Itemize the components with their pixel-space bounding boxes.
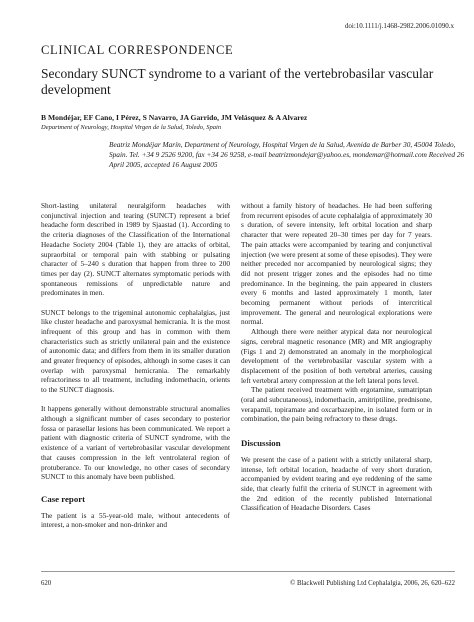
paragraph: SUNCT belongs to the trigeminal autonomic cephalalgias, just like cluster headache and paroxysmal hemicrania. It is the most infrequent of this group and has in common with them characteristics such as strictly unilateral pain and the existence of autonomic data; and differs from them in its smaller duration and greater frequency of episodes, although in some cases it can overlap with paroxysmal hemicrania. The remarkably refractoriness to all treatment, including indomethacin, orients to the SUNCT diagnosis. (41, 307, 230, 395)
footer-rule (41, 571, 455, 572)
paragraph: We present the case of a patient with a strictly unilateral sharp, intense, left orbital location, headache of very short duration, accompanied by evident tearing and eye reddening of the same side, that clearly fulfil the criteria of SUNCT in agreement with the 2nd edition of the recently published International Classification of Headache Disorders. Cases (241, 454, 432, 513)
case-report-heading: Case report (41, 493, 86, 504)
article-title: Secondary SUNCT syndrome to a variant of the vertebrobasilar vascular development (41, 66, 434, 97)
section-label: CLINICAL CORRESPONDENCE (41, 43, 234, 57)
right-column (241, 201, 432, 513)
doi-line: doi:10.1111/j.1468-2982.2006.01090.x (344, 22, 454, 30)
author-list: B Mondéjar, EF Cano, I Pérez, S Navarro, JA Garrido, JM Velásquez & A Alvarez (41, 113, 308, 122)
paragraph: Although there were neither atypical data nor neurological signs, cerebral magnetic resonance (MR) and MR angiography (Figs 1 and 2) demonstrated an anomaly in the morphological development of the vertebrobasilar vascular system with a displacement of the position of both vertebral arteries, causing left vertebral artery compression at the left lateral pons level. (241, 327, 432, 385)
discussion-heading: Discussion (241, 438, 281, 449)
copyright-line: © Blackwell Publishing Ltd Cephalalgia, 2006, 26, 620–622 (290, 580, 455, 587)
affiliation: Department of Neurology, Hospital Virgen de la Salud, Toledo, Spain (41, 124, 222, 131)
paragraph: The patient received treatment with ergotamine, sumatriptan (oral and subcutaneous), indomethacin, amitriptiline, prednisone, verapamil, topiramate and oxcarbazepine, in isolated form or in combination, the pain being refractory to these drugs. (241, 385, 432, 424)
paragraph: without a family history of headaches. He had been suffering from recurrent episodes of acute cephalalgia of approximately 30 s duration, of severe intensity, left orbital location and sharp character that were repeated 20–30 times per day for 7 years. The pain attacks were accompanied by tearing and conjunctival injection (we were present at some of these episodes). They were neither preceded nor accompanied by neurological signs; they did not present trigger zones and the episodes had no time predominance. In the beginning, the pain appeared in clusters every 6 months and lasted approximately 1 month, later becoming permanent without periods of intercritical improvement. The general and neurological explorations were normal. (241, 201, 432, 327)
paragraph: It happens generally without demonstrable structural anomalies although a significant number of cases secondary to posterior fossa or parasellar lesions has been communicated. We report a patient with diagnostic criteria of SUNCT syndrome, with the existence of a variant of vertebrobasilar vascular development that causes compression in the left ventrolateral region of protuberance. To our knowledge, no other cases of secondary SUNCT to this anomaly have been published. (41, 404, 230, 482)
correspondence-block: Beatriz Mondéjar Marín, Department of Neurology, Hospital Virgen de la Salud, Avenida de Barber 30, 45004 Toledo, Spain. Tel. +34 9 2526 9200, fax +34 26 9258, e-mail beatrizmondejar@yahoo.es, mondemar@hotmail.com Received 26 April 2005, accepted 16 August 2005 (109, 140, 465, 170)
left-column (41, 201, 230, 530)
paragraph: Short-lasting unilateral neuralgiform headaches with conjunctival injection and tearing (SUNCT) represent a brief headache form described in 1989 by Sjaastad (1). According to the criteria diagnoses of the Classification of the International Headache Society 2004 (Table 1), they are attacks of orbital, supraorbital or temporal pain with stabbing or pulsating character of 5–240 s duration that happen from three to 200 times per day (2). SUNCT alternates symptomatic periods with spontaneous remissions of unpredictable nature and predominates in men. (41, 201, 230, 298)
paragraph: The patient is a 55-year-old male, without antecedents of interest, a non-smoker and non-drinker and (41, 510, 230, 530)
page-number: 620 (41, 580, 52, 587)
